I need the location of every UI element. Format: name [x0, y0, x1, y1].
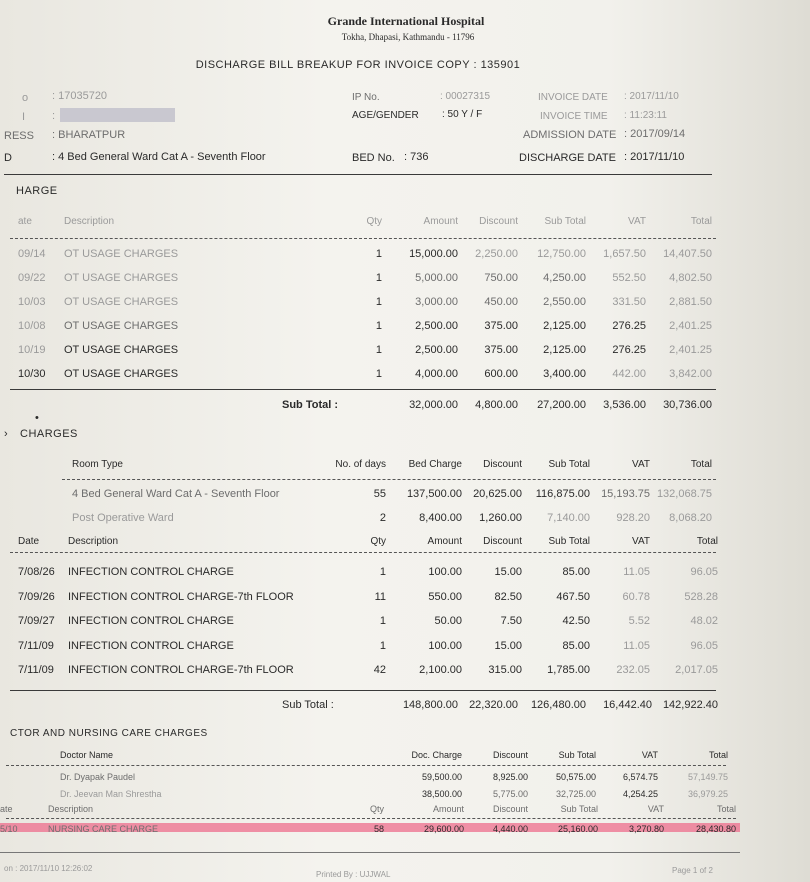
ot-row-1-cell-1: OT USAGE CHARGES	[64, 272, 179, 284]
item-row-4-cell-5: 1,785.00	[547, 664, 590, 676]
doctor-item-row-0-cell-5: 25,160.00	[557, 824, 598, 834]
room-subtotal-cell-0: 148,800.00	[402, 699, 458, 711]
room-row-0-cell-1: 55	[373, 488, 386, 500]
ot-row-3-cell-2: 1	[375, 320, 382, 332]
ot-header-cell-1: Description	[64, 216, 115, 227]
ot-row-3-cell-1: OT USAGE CHARGES	[64, 320, 179, 332]
ot-row-0-cell-0: 09/14	[18, 248, 46, 260]
ot-row-0-cell-2: 1	[375, 248, 382, 260]
item-row-1-cell-2: 11	[374, 590, 386, 603]
ot-header-cell-5: Sub Total	[544, 216, 586, 227]
doctor-item-header-cell-3: Amount	[432, 804, 464, 814]
ip-value: : 00027315	[440, 91, 491, 102]
document-title: DISCHARGE BILL BREAKUP FOR INVOICE COPY : 135901	[195, 59, 521, 71]
page-number: Page 1 of 2	[672, 866, 713, 875]
ot-row-4-cell-1: OT USAGE CHARGES	[64, 344, 179, 356]
item-row-0-cell-2: 1	[379, 566, 386, 578]
item-row-1-cell-1: INFECTION CONTROL CHARGE-7th FLOOR	[68, 590, 294, 603]
item-row-4-cell-7: 2,017.05	[675, 664, 718, 676]
age-gender-value: : 50 Y / F	[442, 109, 483, 120]
room-header-cell-3: Discount	[483, 459, 522, 470]
address-label: RESS	[4, 130, 34, 142]
item-row-2-cell-2: 1	[379, 615, 386, 627]
doctor-header-cell-5: Total	[708, 750, 728, 760]
room-subtotal-cell-1: 22,320.00	[469, 699, 518, 711]
item-row-0-cell-7: 96.05	[690, 566, 718, 578]
ot-header-cell-4: Discount	[479, 216, 518, 227]
item-row-4-cell-1: INFECTION CONTROL CHARGE-7th FLOOR	[68, 664, 294, 676]
item-row-2-cell-5: 42.50	[562, 615, 590, 627]
item-row-2-cell-6: 5.52	[628, 615, 650, 627]
ot-subtotal-cell-0: 32,000.00	[409, 399, 458, 411]
ot-row-4-cell-7: 2,401.25	[669, 344, 712, 356]
room-subtotal-cell-4: 142,922.40	[662, 699, 718, 711]
ot-header-cell-0: ate	[18, 216, 32, 227]
doctor-row-0-cell-1: 59,500.00	[421, 772, 462, 782]
ot-row-0-cell-1: OT USAGE CHARGES	[64, 248, 179, 260]
dot-mark: •	[35, 412, 39, 424]
item-row-3-cell-4: 15.00	[494, 639, 522, 652]
doctor-item-row-0-cell-7: 28,430.80	[695, 824, 736, 834]
bed-value: : 736	[404, 151, 429, 163]
ot-row-5-cell-4: 600.00	[484, 368, 518, 380]
ot-row-0-cell-4: 2,250.00	[475, 248, 518, 260]
item-row-0-cell-3: 100.00	[428, 566, 462, 578]
item-row-1-cell-5: 467.50	[556, 590, 590, 603]
item-row-2-cell-4: 7.50	[500, 615, 522, 627]
doctor-item-row-0-cell-4: 4,440.00	[492, 824, 528, 834]
item-row-4-cell-6: 232.05	[616, 664, 650, 676]
ot-row-4-cell-5: 2,125.00	[543, 344, 586, 356]
doctor-row-1-cell-4: 4,254.25	[622, 789, 658, 799]
ot-row-3-cell-0: 10/08	[18, 320, 46, 332]
invoice-time-label: INVOICE TIME	[540, 111, 608, 122]
room-row-0-cell-3: 20,625.00	[473, 488, 522, 500]
ot-row-1-cell-4: 750.00	[484, 272, 518, 284]
room-row-0-cell-0: 4 Bed General Ward Cat A - Seventh Floor	[72, 488, 280, 500]
item-header-cell-1: Description	[68, 536, 119, 547]
ot-row-1-cell-5: 4,250.00	[543, 272, 586, 284]
doctor-item-header-cell-4: Discount	[492, 804, 528, 814]
item-row-3-cell-7: 96.05	[690, 639, 718, 652]
ot-row-3-cell-6: 276.25	[612, 320, 646, 332]
doctor-row-1-cell-3: 32,725.00	[555, 789, 596, 799]
item-row-3-cell-1: INFECTION CONTROL CHARGE	[68, 639, 234, 652]
item-row-1-cell-3: 550.00	[428, 590, 462, 603]
ot-subtotal-label: Sub Total :	[282, 399, 339, 411]
item-row-0-cell-4: 15.00	[494, 566, 522, 578]
item-row-0-cell-0: 7/08/26	[18, 566, 55, 578]
ot-header-cell-7: Total	[690, 216, 712, 227]
ot-row-2-cell-4: 450.00	[484, 296, 518, 308]
ot-row-4-cell-3: 2,500.00	[415, 344, 458, 356]
room-row-0-cell-6: 132,068.75	[656, 488, 712, 500]
doctor-item-header-cell-2: Qty	[369, 804, 384, 814]
doctor-row-1-cell-2: 5,775.00	[492, 789, 528, 799]
room-row-1-cell-6: 8,068.20	[669, 512, 712, 524]
ot-header-cell-3: Amount	[423, 216, 458, 227]
item-row-4-cell-3: 2,100.00	[419, 664, 462, 676]
room-row-0-cell-2: 137,500.00	[406, 488, 462, 500]
room-header-cell-2: Bed Charge	[408, 459, 462, 470]
room-row-1-cell-3: 1,260.00	[479, 512, 522, 524]
ip-label: IP No.	[352, 92, 380, 103]
doctor-header-cell-2: Discount	[492, 750, 528, 760]
hospital-name: Grande International Hospital	[327, 14, 485, 28]
discharge-date-value: : 2017/11/10	[624, 151, 685, 163]
item-row-0-cell-6: 11.05	[623, 566, 650, 578]
item-header-cell-3: Amount	[427, 536, 462, 547]
doctor-header-cell-0: Doctor Name	[60, 750, 114, 760]
ot-row-5-cell-6: 442.00	[612, 368, 646, 380]
item-row-3-cell-6: 11.05	[623, 639, 650, 652]
item-row-4-cell-2: 42	[373, 664, 386, 676]
item-row-1-cell-4: 82.50	[494, 590, 522, 603]
item-header-cell-2: Qty	[370, 536, 386, 547]
ot-row-4-cell-0: 10/19	[18, 344, 46, 356]
item-row-0-cell-5: 85.00	[562, 566, 590, 578]
doctor-header-cell-4: VAT	[641, 750, 658, 760]
item-row-2-cell-0: 7/09/27	[18, 615, 55, 627]
ot-row-3-cell-4: 375.00	[484, 320, 518, 332]
ot-header-cell-2: Qty	[366, 216, 382, 227]
room-header-cell-1: No. of days	[335, 459, 386, 470]
admission-date-value: : 2017/09/14	[624, 128, 686, 140]
doctor-row-1-cell-1: 38,500.00	[421, 789, 462, 799]
ot-row-2-cell-0: 10/03	[18, 296, 46, 308]
doctor-header-cell-1: Doc. Charge	[411, 750, 462, 760]
doctor-item-row-0-cell-1: NURSING CARE CHARGE	[48, 824, 159, 834]
name-value: :	[52, 110, 56, 122]
age-gender-label: AGE/GENDER	[352, 110, 419, 121]
doctor-section-title: CTOR AND NURSING CARE CHARGES	[10, 728, 208, 739]
room-subtotal-label: Sub Total :	[282, 699, 334, 711]
ot-row-0-cell-3: 15,000.00	[409, 248, 458, 260]
item-header-cell-4: Discount	[483, 536, 522, 547]
item-row-3-cell-2: 1	[379, 639, 386, 652]
doctor-item-row-0-cell-0: 5/10	[0, 824, 18, 834]
ot-row-0-cell-6: 1,657.50	[603, 248, 646, 260]
doctor-item-header-cell-0: ate	[0, 804, 13, 814]
invoice-time-value: : 11:23:11	[624, 110, 667, 121]
ot-row-5-cell-0: 10/30	[18, 368, 46, 380]
room-row-1-cell-0: Post Operative Ward	[72, 512, 174, 524]
room-row-1-cell-4: 7,140.00	[547, 512, 590, 524]
printed-on: on : 2017/11/10 12:26:02	[4, 864, 93, 873]
item-row-4-cell-4: 315.00	[488, 664, 522, 676]
doctor-item-header-cell-6: VAT	[647, 804, 664, 814]
room-section-chevron: ›	[4, 428, 8, 440]
room-row-1-cell-1: 2	[379, 512, 386, 524]
ot-section-title: HARGE	[16, 185, 58, 197]
room-subtotal-cell-3: 16,442.40	[603, 699, 652, 711]
redacted-patient-name	[60, 108, 175, 122]
ot-row-3-cell-7: 2,401.25	[669, 320, 712, 332]
ot-row-1-cell-2: 1	[375, 272, 382, 284]
ot-row-2-cell-7: 2,881.50	[669, 296, 712, 308]
ot-row-2-cell-3: 3,000.00	[415, 296, 458, 308]
doctor-row-0-cell-5: 57,149.75	[687, 772, 728, 782]
printed-by: Printed By : UJJWAL	[316, 870, 391, 879]
doctor-header-cell-3: Sub Total	[558, 750, 596, 760]
ot-row-5-cell-1: OT USAGE CHARGES	[64, 368, 179, 380]
room-header-cell-5: VAT	[632, 459, 650, 470]
item-row-4-cell-0: 7/11/09	[18, 664, 54, 676]
doctor-item-row-0-cell-6: 3,270.80	[628, 824, 664, 834]
reg-label: o	[22, 92, 29, 104]
item-header-cell-0: Date	[18, 536, 40, 547]
doctor-row-1-cell-5: 36,979.25	[687, 789, 728, 799]
item-row-1-cell-6: 60.78	[622, 590, 650, 603]
ot-row-4-cell-6: 276.25	[612, 344, 646, 356]
room-row-1-cell-5: 928.20	[616, 512, 650, 524]
item-header-cell-6: VAT	[632, 536, 650, 547]
ot-row-0-cell-7: 14,407.50	[663, 248, 712, 260]
ot-row-2-cell-6: 331.50	[612, 296, 646, 308]
room-row-0-cell-4: 116,875.00	[535, 488, 590, 500]
doctor-row-0-cell-0: Dr. Dyapak Paudel	[60, 772, 136, 782]
item-row-0-cell-1: INFECTION CONTROL CHARGE	[68, 566, 234, 578]
doctor-item-header-cell-1: Description	[48, 804, 94, 814]
room-header-cell-4: Sub Total	[548, 459, 590, 470]
ot-row-4-cell-2: 1	[375, 344, 382, 356]
doctor-item-header-cell-5: Sub Total	[560, 804, 598, 814]
ot-row-2-cell-2: 1	[375, 296, 382, 308]
doctor-item-header-cell-7: Total	[716, 804, 736, 814]
ot-row-5-cell-5: 3,400.00	[543, 368, 586, 380]
ot-row-1-cell-7: 4,802.50	[669, 272, 712, 284]
ot-row-1-cell-6: 552.50	[612, 272, 646, 284]
reg-value: : 17035720	[52, 90, 108, 102]
ot-row-3-cell-5: 2,125.00	[543, 320, 586, 332]
doctor-row-1-cell-0: Dr. Jeevan Man Shrestha	[60, 789, 162, 799]
room-subtotal-cell-2: 126,480.00	[530, 699, 586, 711]
invoice-date-value: : 2017/11/10	[624, 91, 679, 102]
ot-row-4-cell-4: 375.00	[484, 344, 518, 356]
invoice-date-label: INVOICE DATE	[538, 92, 608, 103]
bed-label: BED No.	[352, 152, 395, 164]
room-header-cell-0: Room Type	[72, 459, 123, 470]
doctor-row-0-cell-3: 50,575.00	[555, 772, 596, 782]
discharge-date-label: DISCHARGE DATE	[519, 152, 616, 164]
item-row-3-cell-0: 7/11/09	[18, 639, 54, 652]
item-row-2-cell-7: 48.02	[690, 615, 718, 627]
ot-row-5-cell-7: 3,842.00	[669, 368, 712, 380]
ot-row-1-cell-0: 09/22	[18, 272, 46, 284]
item-row-3-cell-3: 100.00	[428, 639, 462, 652]
item-header-cell-7: Total	[696, 536, 718, 547]
ot-row-1-cell-3: 5,000.00	[415, 272, 458, 284]
item-header-cell-5: Sub Total	[548, 536, 590, 547]
item-row-2-cell-3: 50.00	[434, 615, 462, 627]
ward-value: : 4 Bed General Ward Cat A - Seventh Floor	[52, 151, 266, 163]
doctor-item-row-0-cell-2: 58	[373, 824, 384, 834]
doctor-row-0-cell-4: 6,574.75	[622, 772, 658, 782]
ot-row-5-cell-2: 1	[375, 368, 382, 380]
address-value: : BHARATPUR	[52, 129, 126, 141]
room-row-0-cell-5: 15,193.75	[601, 488, 650, 500]
ot-subtotal-cell-2: 27,200.00	[537, 399, 586, 411]
ot-row-2-cell-5: 2,550.00	[543, 296, 586, 308]
name-label: I	[22, 111, 26, 123]
hospital-address: Tokha, Dhapasi, Kathmandu - 11796	[341, 32, 475, 42]
ot-subtotal-cell-4: 30,736.00	[663, 399, 712, 411]
ward-label: D	[4, 152, 12, 164]
doctor-item-row-0-cell-3: 29,600.00	[423, 824, 464, 834]
ot-row-0-cell-5: 12,750.00	[537, 248, 586, 260]
ot-header-cell-6: VAT	[628, 216, 646, 227]
ot-subtotal-cell-1: 4,800.00	[475, 399, 518, 411]
item-row-3-cell-5: 85.00	[562, 639, 590, 652]
item-row-1-cell-7: 528.28	[684, 590, 718, 603]
item-row-1-cell-0: 7/09/26	[18, 590, 55, 603]
ot-row-2-cell-1: OT USAGE CHARGES	[64, 296, 179, 308]
doctor-row-0-cell-2: 8,925.00	[492, 772, 528, 782]
item-row-2-cell-1: INFECTION CONTROL CHARGE	[68, 615, 234, 627]
room-section-title: CHARGES	[20, 428, 78, 440]
admission-date-label: ADMISSION DATE	[523, 129, 617, 141]
ot-row-3-cell-3: 2,500.00	[415, 320, 458, 332]
room-row-1-cell-2: 8,400.00	[419, 512, 462, 524]
room-header-cell-6: Total	[690, 459, 712, 470]
ot-row-5-cell-3: 4,000.00	[415, 368, 458, 380]
ot-subtotal-cell-3: 3,536.00	[603, 399, 646, 411]
